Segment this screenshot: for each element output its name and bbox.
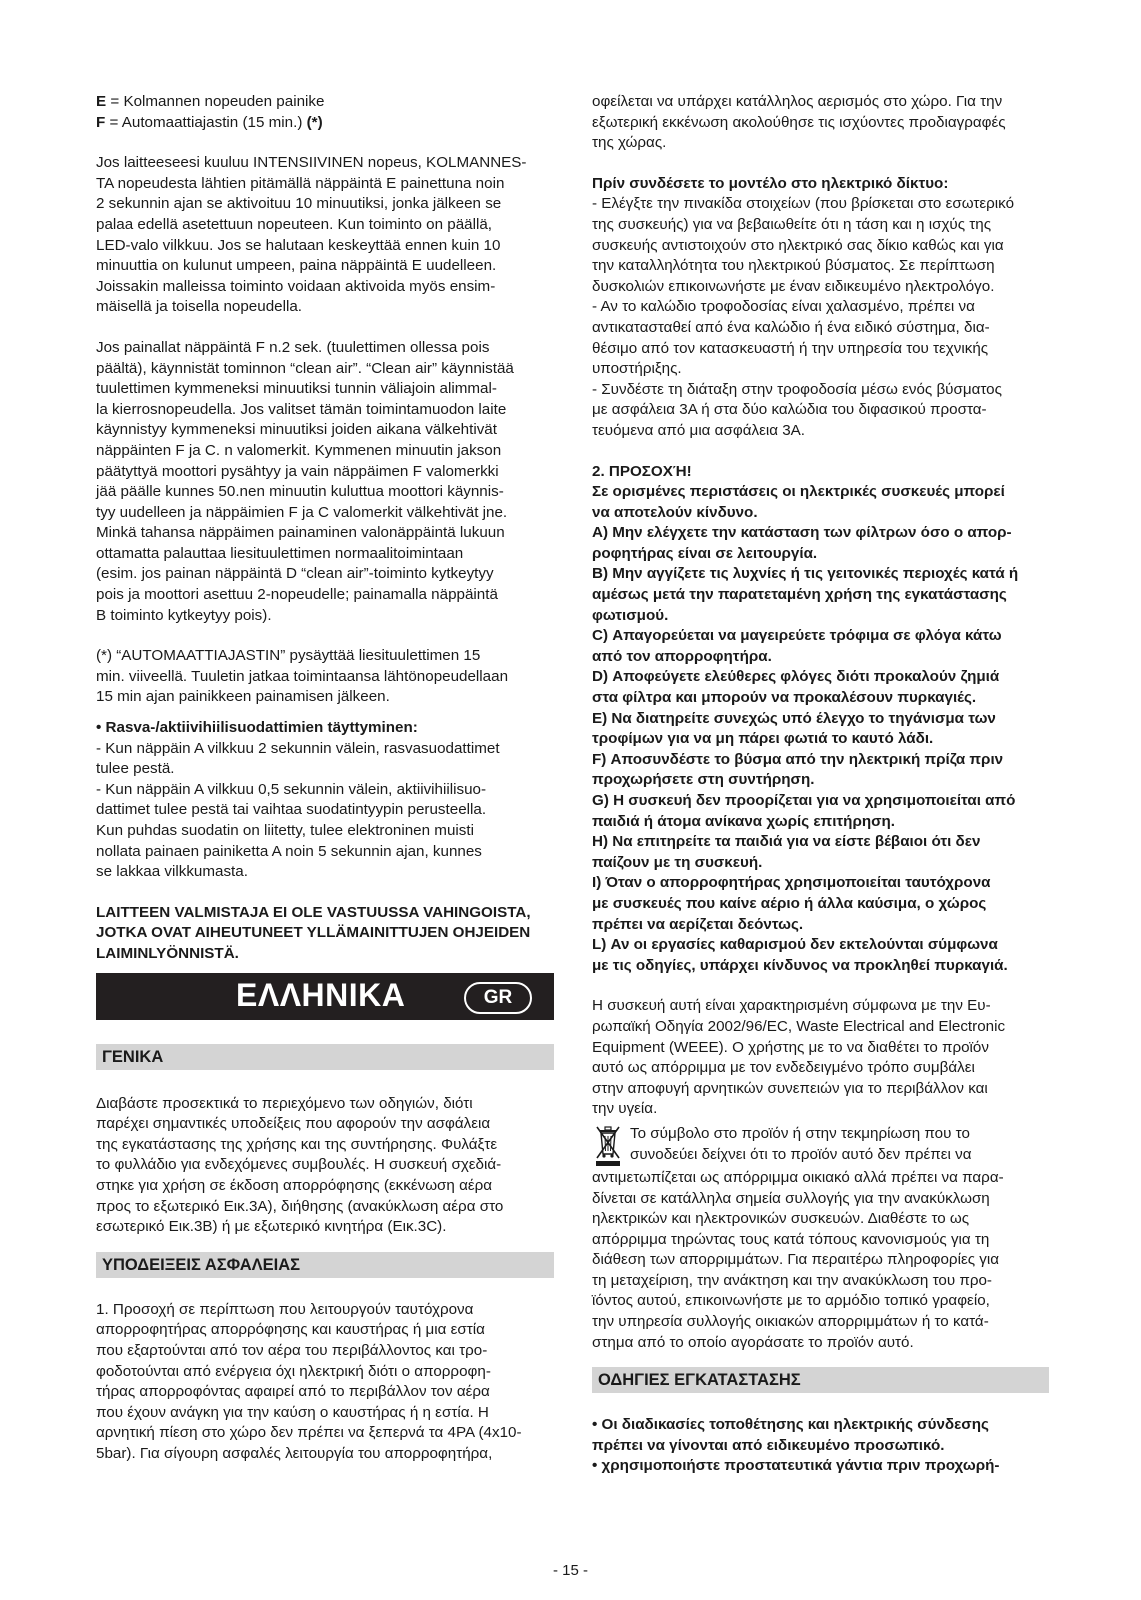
text-line: Διαβάστε προσεκτικά το περιεχόμενο των οδηγιών, διότι (96, 1094, 473, 1112)
text-line: στημα από το οποίο αγοράσατε το προϊόν αυτό. (592, 1333, 914, 1351)
text-line: näppäinten F ja C. n valomerkit. Kymmenen minuutin jakson (96, 441, 502, 459)
weee-paragraph (592, 996, 1049, 1120)
text-line: Equipment (WEEE). Ο χρήστης με το να διαθέτει το προϊόν (592, 1038, 989, 1056)
text-line: - Kun näppäin A vilkkuu 0,5 sekunnin välein, aktiivihiilisuo- (96, 780, 487, 798)
text-line: παίζουν με τη συσκευή. (592, 853, 763, 871)
text-line: να αποτελούν κίνδυνο. (592, 503, 758, 521)
text-line: εξωτερική εκκένωση ακολούθησε τις ισχύοντες προδιαγραφές (592, 113, 1006, 131)
text-line: υποστήριξης. (592, 360, 682, 378)
text-line: A) Μην ελέγχετε την κατάσταση των φίλτρων όσο ο απορ- (592, 524, 1012, 542)
text-line: dattimet tulee pestä tai vaihtaa suodatintyypin perusteella. (96, 801, 487, 819)
text-line: B) Μην αγγίζετε τις λυχνίες ή τις γειτονικές περιοχές κατά ή (592, 565, 1019, 583)
text-line: E) Να διατηρείτε συνεχώς υπό έλεγχο το τηγάνισμα των (592, 709, 996, 727)
text-line: L) Αν οι εργασίες καθαρισμού δεν εκτελούνται σύμφωνα (592, 936, 998, 954)
text-line: nollata painaen painiketta A noin 5 sekunnin ajan, kunnes (96, 842, 482, 860)
language-banner (96, 973, 554, 1020)
text-line: το φυλλάδιο για ενδεχόμενες συμβουλές. Η συσκευή σχεδιά- (96, 1156, 502, 1174)
safety-paragraph (96, 1300, 554, 1465)
text-line: της χώρας. (592, 134, 667, 152)
install-list (592, 1415, 1049, 1477)
text-line: φωτισμού. (592, 606, 669, 624)
text-line: φοδοτούνται από ενέργεια όχι ηλεκτρική διότι ο απορροφη- (96, 1362, 491, 1380)
symbol-first-lines (630, 1124, 1049, 1165)
text-line: LED-valo vilkkuu. Jos se halutaan keskeyttää ennen kuin 10 (96, 236, 501, 254)
text-line: ρωπαϊκή Οδηγία 2002/96/EC, Waste Electrical and Electronic (592, 1017, 1006, 1035)
text-line: Σε ορισμένες περιστάσεις οι ηλεκτρικές συσκευές μπορεί (592, 483, 1005, 501)
section-general-heading: ΓΕΝΙΚΑ (96, 1044, 554, 1070)
disclaimer (96, 903, 554, 965)
text-line: από τον απορροφητήρα. (592, 647, 772, 665)
text-line: αμέσως μετά την παρατεταμένη χρήση της εγκατάστασης (592, 586, 1007, 604)
text-line: se lakkaa vilkkumasta. (96, 863, 248, 881)
crossed-bin-icon (592, 1124, 624, 1168)
text-line: LAIMINLYÖNNISTÄ. (96, 944, 239, 962)
text-line: στηκε για χρήση σε έκδοση απορρόφησης (εκκένωση αέρα (96, 1176, 493, 1194)
text-line: που εξαρτούνται από τον αέρα του περιβάλλοντος και τρο- (96, 1341, 488, 1359)
text-line: - Kun näppäin A vilkkuu 2 sekunnin välein, rasvasuodattimet (96, 739, 500, 757)
text-line: οφείλεται να υπάρχει κατάλληλος αερισμός στο χώρο. Για την (592, 93, 1003, 110)
text-line: (*) “AUTOMAATTIAJASTIN” pysäyttää liesituulettimen 15 (96, 647, 481, 665)
key-e: E = Kolmannen nopeuden painike (96, 93, 325, 110)
filter-heading: • Rasva-/aktiivihiilisuodattimien täyttyminen: (96, 719, 418, 737)
text-line: päältä), käynnistät tominnon “clean air”. “Clean air” käynnistää (96, 359, 514, 377)
text-line: F) Αποσυνδέστε το βύσμα από την ηλεκτρική πρίζα πριν (592, 750, 1004, 768)
left-column (96, 92, 554, 1464)
text-line: δυσκολιών επικοινωνήστε με έναν ειδικευμένο ηλεκτρολόγο. (592, 277, 995, 295)
text-line: H) Να επιτηρείτε τα παιδιά για να είστε βέβαιοι ότι δεν (592, 833, 981, 851)
language-title: ΕΛΛΗΝΙΚΑ (236, 976, 406, 1013)
text-line: αντικατασταθεί από ένα καλώδιο ή ένα ειδικό σύστημα, δια- (592, 318, 990, 336)
text-line: • Οι διαδικασίες τοποθέτησης και ηλεκτρικής σύνδεσης (592, 1416, 989, 1434)
text-line: απορροφητήρας απορρόφησης και καυστήρας ή μια εστία (96, 1321, 485, 1339)
text-line: käynnistyy kymmeneksi minuutiksi joiden aikana välkehtivät (96, 421, 497, 439)
text-line: την υπηρεσία συλλογής οικιακών απορριμμάτων ή το κατά- (592, 1313, 989, 1331)
filter-paragraph (96, 739, 554, 883)
text-line: (esim. jos painan näppäintä D “clean air”-toiminto kytkeytyy (96, 565, 494, 583)
text-line: τη μεταχείριση, την ανάκτηση και την ανακύκλωση του προ- (592, 1271, 992, 1289)
text-line: päätyttyä moottori pysähtyy ja vain näppäimen F valomerkki (96, 462, 499, 480)
text-line: της εγκατάστασης της χρήσης και της συντήρησης. Φυλάξτε (96, 1135, 498, 1153)
text-line: 15 min ajan painikkeen painamisen jälkeen. (96, 688, 390, 706)
text-line: I) Όταν ο απορροφητήρας χρησιμοποιείται ταυτόχρονα (592, 874, 991, 892)
intensive-paragraph (96, 153, 554, 318)
text-line: συσκευής αντιστοιχούν στο ηλεκτρικό σας δίκιο καθώς και για (592, 236, 1004, 254)
text-line: ροφητήρας είναι σε λειτουργία. (592, 544, 818, 562)
text-line: G) Η συσκευή δεν προορίζεται για να χρησιμοποιείται από (592, 792, 1016, 809)
text-line: δίνεται σε κατάλληλα σημεία συλλογής για την ανακύκλωση (592, 1189, 990, 1207)
text-line: - Ελέγξτε την πινακίδα στοιχείων (που βρίσκεται στο εσωτερικό (592, 195, 1015, 213)
timer-paragraph (96, 646, 554, 708)
text-line: Minkä tahansa näppäimen painaminen valonäppäintä lukuun (96, 524, 505, 542)
ventilation-paragraph (592, 92, 1049, 154)
warning-list (592, 482, 1049, 976)
text-line: tuulettimen kymmeneksi minuutiksi tunnin väliajoin alimmal- (96, 380, 497, 398)
text-line: B toiminto kytkeytyy pois). (96, 606, 272, 624)
text-line: tyy uudelleen ja näppäimien F ja C valomerkit välkehtivät jne. (96, 503, 508, 521)
text-line: Jos painallat näppäintä F n.2 sek. (tuulettimen ollessa pois (96, 338, 490, 356)
text-line: LAITTEEN VALMISTAJA EI OLE VASTUUSSA VAHINGOISTA, (96, 903, 531, 921)
text-line: παρέχει σημαντικές υποδείξεις που αφορούν την ασφάλεια (96, 1115, 491, 1133)
text-line: 5bar). Για σίγουρη ασφαλές λειτουργία του απορροφητήρα, (96, 1444, 493, 1462)
text-line: TA nopeudesta lähtien pitämällä näppäintä E painettuna noin (96, 174, 505, 192)
text-line: αυτό ως απόρριμμα με τον ενδεδειγμένο τρόπο συμβάλει (592, 1059, 975, 1077)
text-line: που έχουν ανάγκη για την καύση ο καυστήρας ή η εστία. Η (96, 1403, 489, 1421)
general-paragraph (96, 1094, 554, 1238)
text-line: στα φίλτρα και μπορούν να προκαλέσουν πυρκαγιές. (592, 689, 977, 707)
text-line: 1. Προσοχή σε περίπτωση που λειτουργούν ταυτόχρονα (96, 1300, 474, 1318)
electric-heading: Πρίν συνδέσετε το μοντέλο στο ηλεκτρικό δίκτυο: (592, 174, 949, 192)
text-line: διάθεση των απορριμμάτων. Για περαιτέρω πληροφορίες για (592, 1251, 1000, 1269)
text-line: θέσιμο από τον κατασκευαστή ή την υπηρεσία του τεχνικής (592, 339, 989, 357)
text-line: ηλεκτρικών και ηλεκτρονικών συσκευών. Διαθέστε το ως (592, 1210, 970, 1228)
text-line: με ασφάλεια 3A ή στα δύο καλώδια του διφασικού προστα- (592, 401, 987, 419)
text-line: tulee pestä. (96, 760, 175, 778)
text-line: mäisellä ja toisella nopeudella. (96, 298, 303, 316)
weee-symbol-block (592, 1124, 1049, 1168)
text-line: τροφίμων για να μη πάρει φωτιά το καυτό λάδι. (592, 730, 934, 748)
text-line: συνοδεύει δείχνει ότι το προϊόν αυτό δεν πρέπει να (630, 1145, 972, 1163)
text-line: προχωρήσετε στη συντήρηση. (592, 771, 815, 789)
text-line: pois ja moottori asettuu 2-nopeudelle; painamalla näppäintä (96, 586, 498, 604)
text-line: τευόμενα από μια ασφάλεια 3A. (592, 421, 806, 439)
text-line: με τις οδηγίες, υπάρχει κίνδυνος να προκληθεί πυρκαγιά. (592, 956, 1008, 974)
text-line: - Συνδέστε τη διάταξη στην τροφοδοσία μέσω ενός βύσματος (592, 380, 1002, 398)
text-line: Jos laitteeseesi kuuluu INTENSIIVINEN nopeus, KOLMANNES- (96, 154, 527, 172)
text-line: με συσκευές που καίνε αέριο ή άλλα καύσιμα, ο χώρος (592, 894, 987, 912)
text-line: προς το εξωτερικό Εικ.3A), διήθησης (ανακύκλωση αέρα στο (96, 1197, 504, 1215)
language-badge: GR (464, 982, 532, 1014)
text-line: αρνητική πίεση στο χώρο δεν πρέπει να ξεπερνά τα 4PA (4x10- (96, 1424, 522, 1442)
text-line: πρέπει να γίνονται από ειδικευμένο προσωπικό. (592, 1436, 945, 1454)
warning-heading: 2. ΠΡΟΣΟΧΉ! (592, 462, 692, 480)
text-line: απόρριμμα τηρώντας τους κατά τόπους κανονισμούς για τη (592, 1230, 990, 1248)
text-line: πρέπει να αερίζεται δεόντως. (592, 915, 804, 933)
text-line: JOTKA OVAT AIHEUTUNEET YLLÄMAINITTUJEN OHJEIDEN (96, 924, 531, 942)
text-line: minuuttia on kulunut umpeen, paina näppäintä E uudelleen. (96, 257, 497, 275)
right-column (592, 92, 1049, 1477)
key-f: F = Automaattiajastin (15 min.) (*) (96, 113, 323, 131)
text-line: min. viiveellä. Tuuletin jatkaa toimintaansa lähtönopeudellaan (96, 667, 509, 685)
electric-paragraph (592, 194, 1049, 441)
text-line: la kierrosnopeudella. Jos valitset tämän toimintamuodon laite (96, 400, 507, 418)
clean-air-paragraph (96, 338, 554, 626)
text-line: 2 sekunnin ajan se aktivoituu 10 minuutiksi, jonka jälkeen se (96, 195, 502, 213)
text-line: Kun puhdas suodatin on liitetty, tulee elektroninen muisti (96, 822, 474, 839)
text-line: την καταλληλότητα του ηλεκτρικού βύσματος. Σε περίπτωση (592, 257, 995, 275)
text-line: τήρας απορροφόντας αφαιρεί από το περιβάλλον τον αέρα (96, 1383, 490, 1401)
text-line: παιδιά ή άτομα ανίκανα χωρίς επιτήρηση. (592, 812, 896, 830)
text-line: palaa edellä asetettuun nopeuteen. Kun toiminto on päällä, (96, 215, 493, 233)
text-line: αντιμετωπίζεται ως απόρριμμα οικιακό αλλά πρέπει να παρα- (592, 1168, 1004, 1186)
symbol-paragraph (592, 1168, 1049, 1353)
text-line: εσωτερικό Εικ.3B) ή με εξωτερικό κινητήρα (Εικ.3C). (96, 1218, 447, 1236)
text-line: ϊόντος αυτού, επικοινωνήστε με το αρμόδιο τοπικό γραφείο, (592, 1292, 990, 1310)
text-line: την υγεία. (592, 1100, 658, 1118)
text-line: Joissakin malleissa toiminto voidaan aktivoida myös ensim- (96, 277, 496, 295)
text-line: C) Απαγορεύεται να μαγειρεύετε τρόφιμα σε φλόγα κάτω (592, 627, 1002, 645)
text-line: D) Αποφεύγετε ελεύθερες φλόγες διότι προκαλούν ζημιά (592, 668, 1000, 686)
text-line: - Αν το καλώδιο τροφοδοσίας είναι χαλασμένο, πρέπει να (592, 298, 975, 316)
text-line: ottamatta palauttaa liesituulettimen normaalitoimintaan (96, 544, 464, 562)
text-line: Η συσκευή αυτή είναι χαρακτηρισμένη σύμφωνα με την Ευ- (592, 997, 991, 1015)
section-install-heading: ΟΔΗΓΙΕΣ ΕΓΚΑΤΑΣΤΑΣΗΣ (592, 1367, 1049, 1393)
text-line: της συσκευής) για να βεβαιωθείτε ότι η τάση και η ισχύς της (592, 215, 992, 233)
page-number: - 15 - (552, 1562, 588, 1579)
text-line: στην αποφυγή αρνητικών συνεπειών για το περιβάλλον και (592, 1079, 988, 1097)
text-line: • χρησιμοποιήστε προστατευτικά γάντια πριν προχωρή- (592, 1457, 1000, 1475)
text-line: Το σύμβολο στο προϊόν ή στην τεκμηρίωση που το (630, 1124, 970, 1142)
section-safety-heading: ΥΠΟΔΕΙΞΕΙΣ ΑΣΦΑΛΕΙΑΣ (96, 1252, 554, 1278)
text-line: jää päälle kunnes 50.nen minuutin kuluttua moottori käynnis- (96, 483, 504, 501)
